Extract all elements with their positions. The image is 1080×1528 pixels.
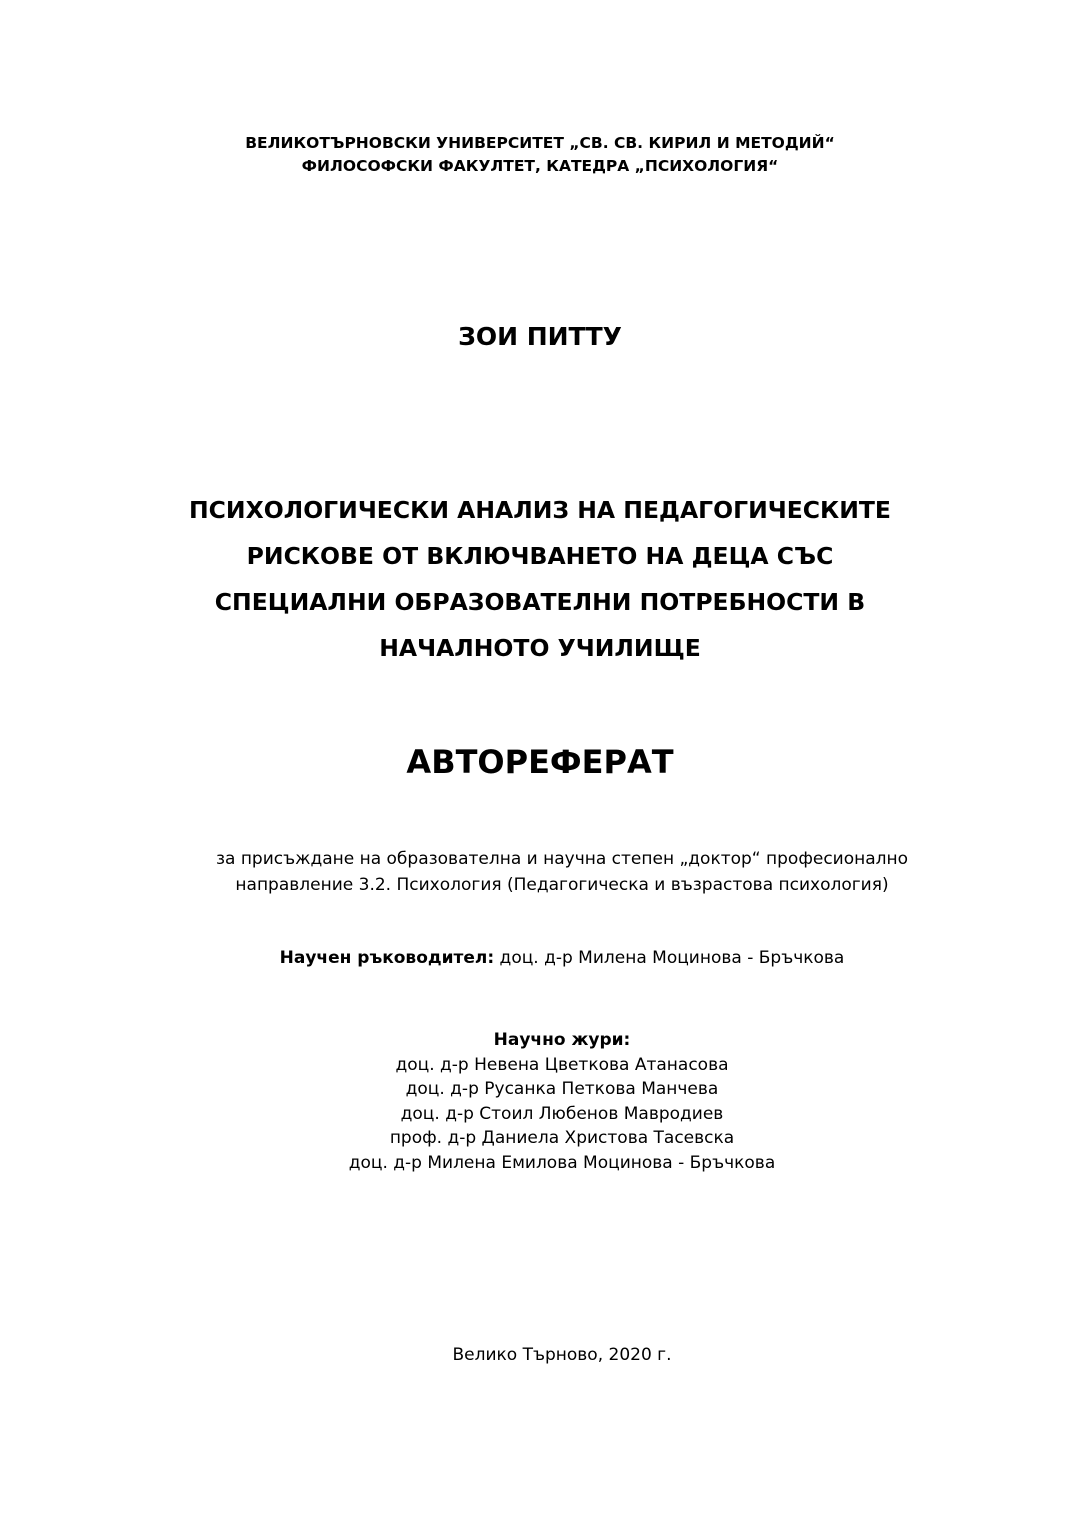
subtitle-line: за присъждане на образователна и научна степен „доктор“ професионално (215, 849, 909, 869)
author-name: ЗОИ ПИТТУ (458, 322, 622, 351)
jury-label: Научно жури: (493, 1030, 631, 1050)
jury-member: доц. д-р Милена Емилова Моцинова - Бръчкова (348, 1152, 776, 1173)
thesis-title (0, 487, 1080, 671)
title-line: НАЧАЛНОТО УЧИЛИЩЕ (379, 634, 701, 662)
place-and-year: Велико Търново, 2020 г. (452, 1345, 672, 1365)
jury-member: доц. д-р Русанка Петкова Манчева (405, 1079, 719, 1099)
degree-description (22, 846, 1080, 898)
title-line: СПЕЦИАЛНИ ОБРАЗОВАТЕЛНИ ПОТРЕБНОСТИ В (214, 588, 866, 616)
jury-member: доц. д-р Стоил Любенов Мавродиев (400, 1103, 724, 1124)
jury-member: проф. д-р Даниела Христова Тасевска (389, 1128, 735, 1148)
supervisor-label: Научен ръководител: (279, 948, 495, 968)
jury-member: доц. д-р Невена Цветкова Атанасова (395, 1054, 729, 1075)
faculty-name: ФИЛОСОФСКИ ФАКУЛТЕТ, КАТЕДРА „ПСИХОЛОГИЯ“ (301, 157, 779, 175)
supervisor-name: доц. д-р Милена Моцинова - Бръчкова (494, 948, 845, 968)
document-type: АВТОРЕФЕРАТ (406, 743, 674, 781)
subtitle-line: направление 3.2. Психология (Педагогическа и възрастова психология) (235, 875, 889, 895)
institution-header (0, 132, 1080, 178)
title-line: ПСИХОЛОГИЧЕСКИ АНАЛИЗ НА ПЕДАГОГИЧЕСКИТЕ (189, 496, 891, 524)
university-name: ВЕЛИКОТЪРНОВСКИ УНИВЕРСИТЕТ „СВ. СВ. КИРИЛ И МЕТОДИЙ“ (245, 134, 835, 152)
title-line: РИСКОВЕ ОТ ВКЛЮЧВАНЕТО НА ДЕЦА СЪС (246, 542, 834, 570)
jury (22, 1028, 1080, 1175)
supervisor (22, 948, 1080, 968)
